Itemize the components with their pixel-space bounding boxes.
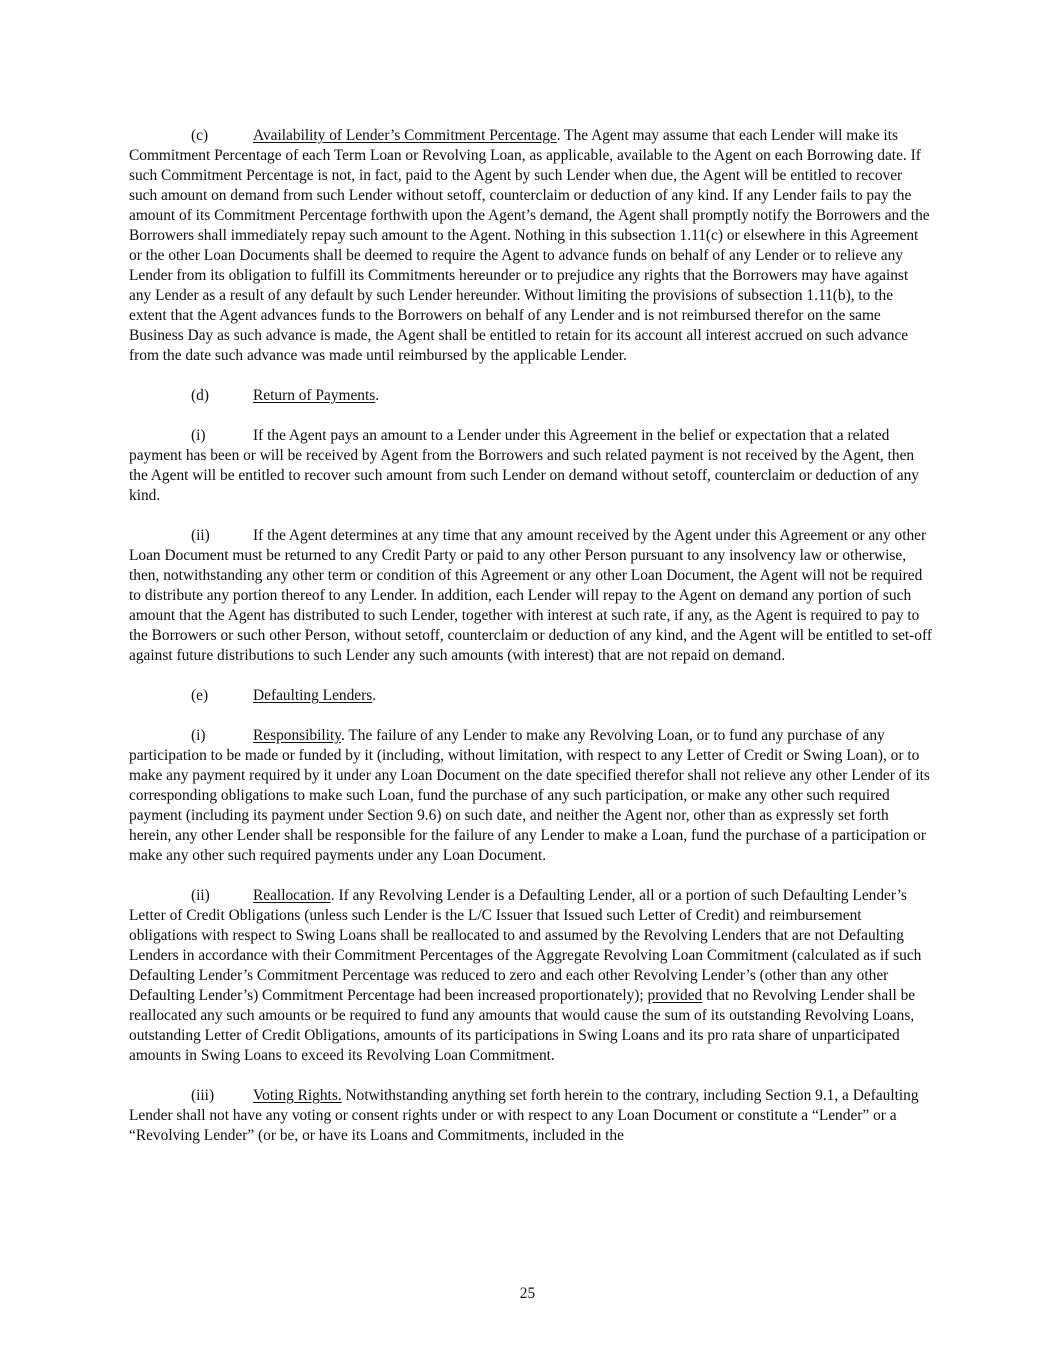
section-d-i-marker: (i): [191, 427, 206, 444]
section-d-heading-end: .: [375, 387, 380, 404]
section-d-marker: (d): [191, 387, 209, 404]
section-d-i-body: If the Agent pays an amount to a Lender under this Agreement in the belief or expectation that a related payment has been or will be received by Agent from the Borrowers and such related payment is not received by the Agent, then the Agent will be entitled to recover such amount from such Lender on demand without setoff, counterclaim or deduction of any kind.: [129, 427, 919, 504]
section-e-ii-body-b: that no Revolving Lender shall be reallocated any such amounts or be required to fund any amounts that would cause the sum of its outstanding Revolving Loans, outstanding Letter of Credit Obligations, amounts of its participations in Swing Loans and its pro rata share of unparticipated amounts in Swing Loans to exceed its Revolving Loan Commitment.: [129, 987, 916, 1064]
section-e-heading: Defaulting Lenders: [253, 687, 373, 704]
section-c-marker: (c): [191, 127, 209, 144]
section-d-i-paragraph: [129, 426, 933, 506]
section-e-heading-paragraph: [129, 686, 933, 706]
section-e-i-heading: Responsibility: [253, 727, 341, 744]
section-e-iii-marker: (iii): [191, 1087, 215, 1104]
section-e-iii-heading: Voting Rights.: [253, 1087, 342, 1104]
section-d-heading-paragraph: [129, 386, 933, 406]
section-e-iii-body: Notwithstanding anything set forth herein to the contrary, including Section 9.1, a Defaulting Lender shall not have any voting or consent rights under or with respect to any Loan Document or constitute a “Lender” or a “Revolving Lender” (or be, or have its Loans and Commitments, included in the: [129, 1087, 919, 1144]
section-e-iii-paragraph: [129, 1086, 933, 1146]
section-e-ii-marker: (ii): [191, 887, 210, 904]
section-d-heading: Return of Payments: [253, 387, 376, 404]
section-d-ii-paragraph: [129, 526, 933, 666]
section-e-i-body: . The failure of any Lender to make any Revolving Loan, or to fund any purchase of any participation to be made or funded by it (including, without limitation, with respect to any Letter of Credit or Swing Loan), or to make any payment required by it under any Loan Document on the date specified therefor shall not relieve any other Lender of its corresponding obligations to make such Loan, fund the purchase of any such participation, or make any other such required payment (including its payment under Section 9.6) on such date, and neither the Agent nor, other than as expressly set forth herein, any other Lender shall be responsible for the failure of any Lender to make a Loan, fund the purchase of a participation or make any other such required payments under any Loan Document.: [129, 727, 930, 864]
section-e-ii-provided: provided: [647, 987, 703, 1004]
section-e-i-marker: (i): [191, 727, 206, 744]
section-c-paragraph: [129, 126, 933, 366]
section-c-body: The Agent may assume that each Lender will make its Commitment Percentage of each Term Loan or Revolving Loan, as applicable, available to the Agent on each Borrowing date. If such Commitment Percentage is not, in fact, paid to the Agent by such Lender when due, the Agent will be entitled to recover such amount on demand from such Lender without setoff, counterclaim or deduction of any kind. If any Lender fails to pay the amount of its Commitment Percentage forthwith upon the Agent’s demand, the Agent shall promptly notify the Borrowers and the Borrowers shall immediately repay such amount to the Agent. Nothing in this subsection 1.11(c) or elsewhere in this Agreement or the other Loan Documents shall be deemed to require the Agent to advance funds on behalf of any Lender or to relieve any Lender from its obligation to fulfill its Commitments hereunder or to prejudice any rights that the Borrowers may have against any Lender as a result of any default by such Lender hereunder. Without limiting the provisions of subsection 1.11(b), to the extent that the Agent advances funds to the Borrowers on behalf of any Lender and is not reimbursed therefor on the same Business Day as such advance is made, the Agent shall be entitled to retain for its account all interest accrued on such advance from the date such advance was made until reimbursed by the applicable Lender.: [129, 127, 930, 364]
document-body: [129, 126, 933, 1166]
section-d-ii-body: If the Agent determines at any time that any amount received by the Agent under this Agreement or any other Loan Document must be returned to any Credit Party or paid to any other Person pursuant to any insolvency law or otherwise, then, notwithstanding any other term or condition of this Agreement or any other Loan Document, the Agent will not be required to distribute any portion thereof to any Lender. In addition, each Lender will repay to the Agent on demand any portion of such amount that the Agent has distributed to such Lender, together with interest at such rate, if any, as the Agent is required to pay to the Borrowers or such other Person, without setoff, counterclaim or deduction of any kind, and the Agent will be entitled to set-off against future distributions to such Lender any such amounts (with interest) that are not repaid on demand.: [129, 527, 932, 664]
section-e-ii-paragraph: [129, 886, 933, 1066]
section-c-heading: Availability of Lender’s Commitment Percentage: [253, 127, 557, 144]
section-e-ii-body-a: . If any Revolving Lender is a Defaulting Lender, all or a portion of such Defaulting Lender’s Letter of Credit Obligations (unless such Lender is the L/C Issuer that Issued such Letter of Credit) and reimbursement obligations with respect to Swing Loans shall be reallocated to and assumed by the Revolving Lenders that are not Defaulting Lenders in accordance with their Commitment Percentages of the Aggregate Revolving Loan Commitment (calculated as if such Defaulting Lender’s Commitment Percentage was reduced to zero and each other Revolving Lender’s (other than any other Defaulting Lender’s) Commitment Percentage had been increased proportionately);: [129, 887, 922, 1004]
section-e-heading-end: .: [372, 687, 377, 704]
section-d-ii-marker: (ii): [191, 527, 210, 544]
section-c-heading-end: .: [556, 127, 561, 144]
section-e-marker: (e): [191, 687, 209, 704]
page-number: 25: [519, 1285, 536, 1302]
section-e-i-paragraph: [129, 726, 933, 866]
section-e-ii-heading: Reallocation: [253, 887, 331, 904]
